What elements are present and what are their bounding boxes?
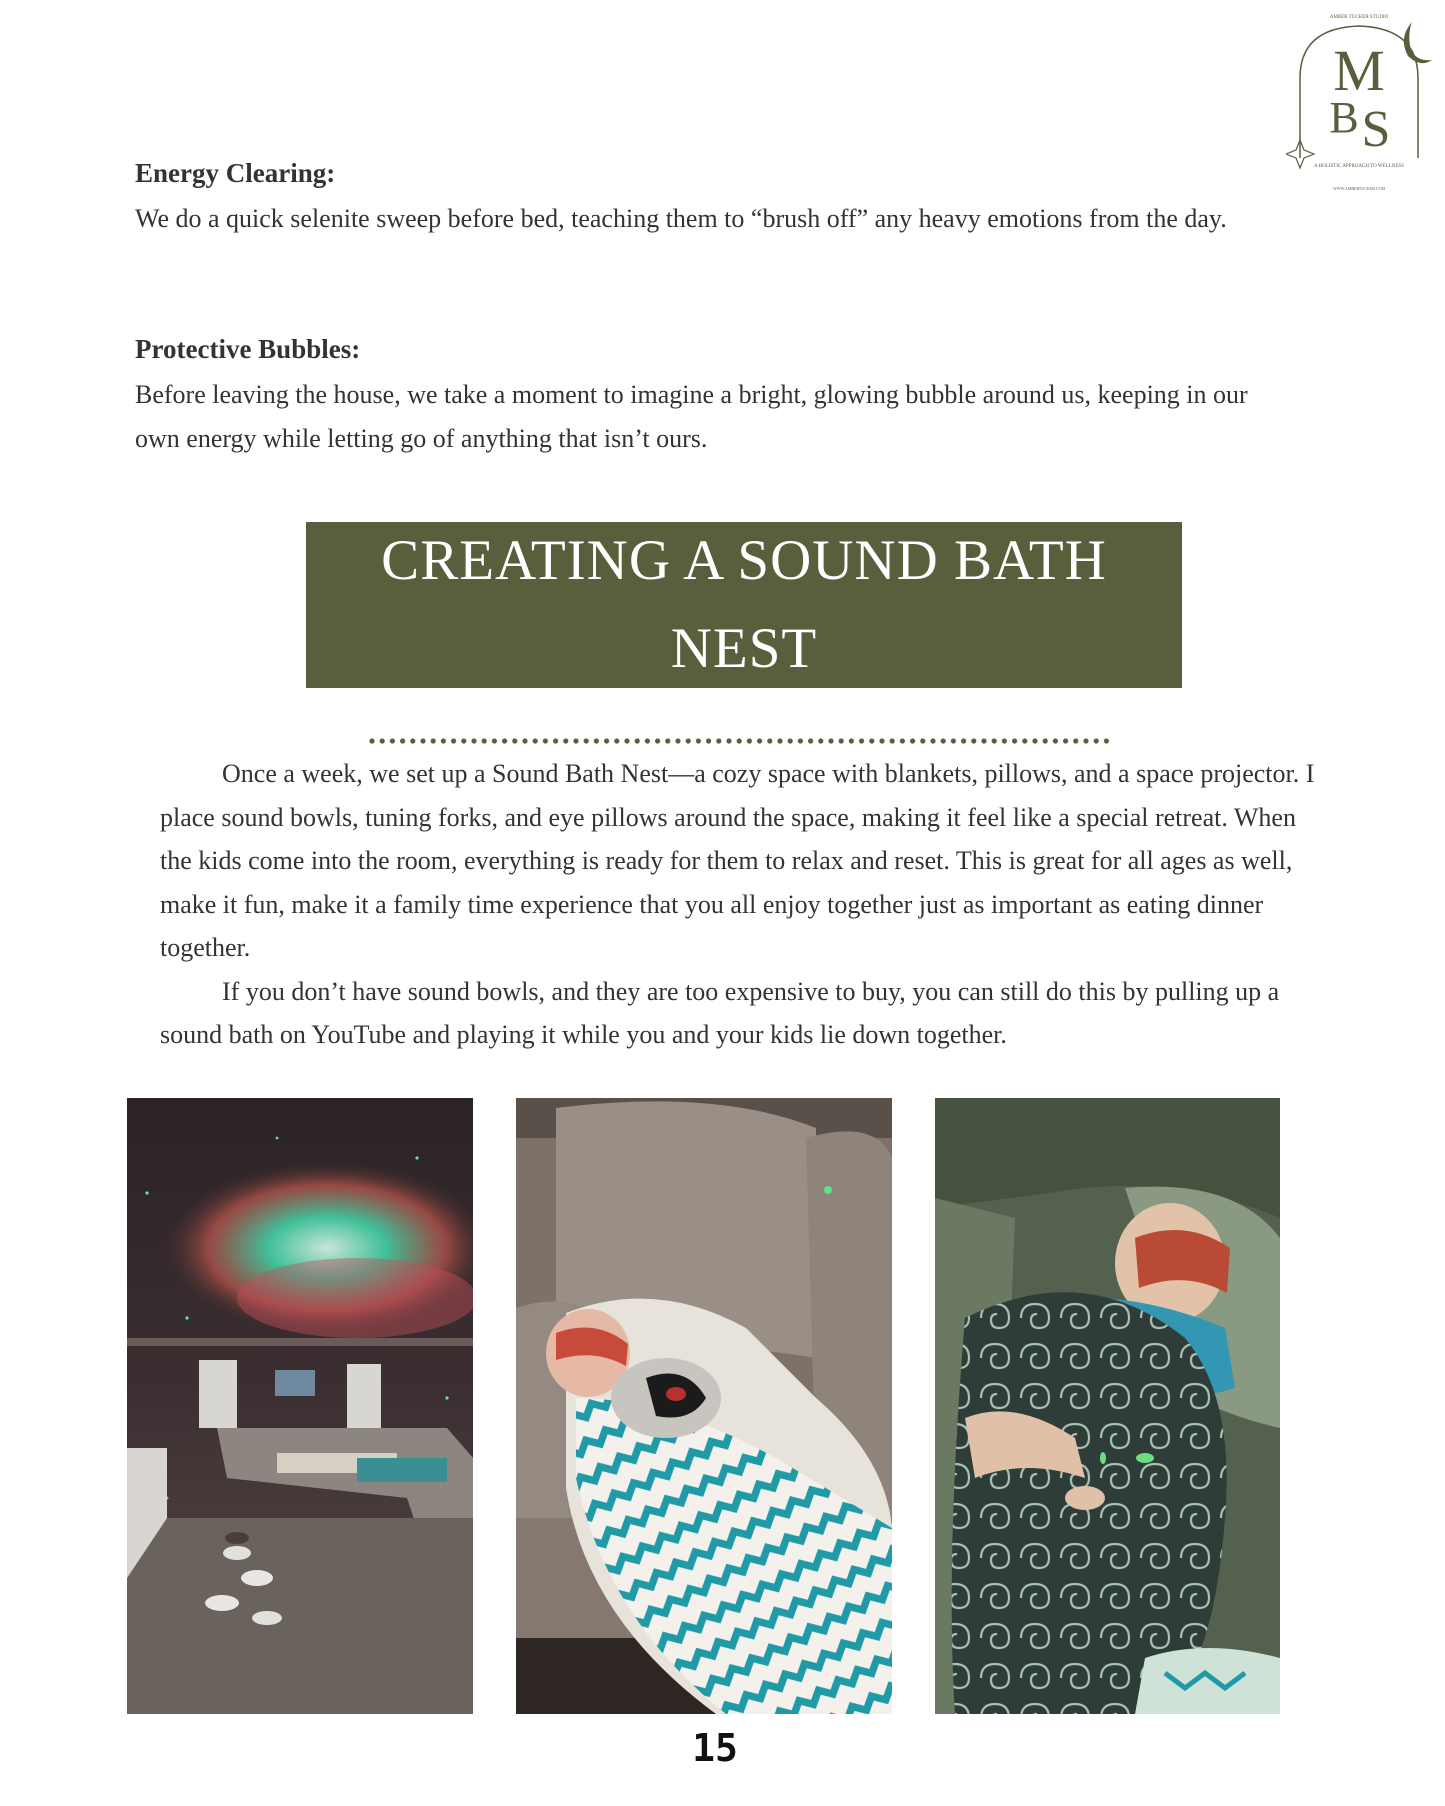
dotted-divider — [368, 730, 1114, 738]
section-heading: Energy Clearing: — [135, 158, 336, 188]
logo-url: WWW.AMBERTUCKER.COM — [1332, 186, 1386, 191]
paragraph: Once a week, we set up a Sound Bath Nest—a cozy space with blankets, pillows, and a space projector. I place sound bowls, tuning forks, and eye pillows around the space, making it feel like a special retreat. When the kids come into the room, everything is ready for them to relax and reset. This is great for all ages as well, make it fun, make it a family time experience that you all enjoy together just as important as eating dinner together. — [160, 759, 1315, 962]
logo-letter-m: M — [1333, 38, 1385, 103]
section-body: Before leaving the house, we take a moment to imagine a bright, glowing bubble around us, keeping in our own energy while letting go of anything that isn’t ours. — [135, 380, 1248, 453]
section-heading: Protective Bubbles: — [135, 334, 361, 364]
section-banner — [306, 522, 1182, 688]
paragraph: If you don’t have sound bowls, and they are too expensive to buy, you can still do this by pulling up a sound bath on YouTube and playing it while you and your kids lie down together. — [160, 976, 1280, 1049]
section-body: We do a quick selenite sweep before bed, teaching them to “brush off” any heavy emotions from the day. — [135, 204, 1227, 233]
brand-logo — [1286, 8, 1432, 196]
energy-clearing-section — [135, 155, 1255, 241]
photo-room-projector — [127, 1098, 473, 1714]
protective-bubbles-section — [135, 331, 1255, 461]
logo-letter-s: S — [1361, 101, 1391, 158]
logo-tagline: A HOLISTIC APPROACH TO WELLNESS — [1313, 164, 1405, 169]
banner-title: CREATING A SOUND BATH NEST — [381, 529, 1107, 680]
logo-top-text: AMBER TUCKER STUDIO — [1329, 15, 1389, 20]
logo-letter-b: B — [1329, 93, 1359, 142]
page-number: 15 — [692, 1726, 738, 1770]
sound-bath-text — [160, 752, 1320, 1057]
photo-child-eye-pillow — [935, 1098, 1280, 1714]
photo-child-couch — [516, 1098, 892, 1714]
moon-icon — [1404, 22, 1432, 63]
